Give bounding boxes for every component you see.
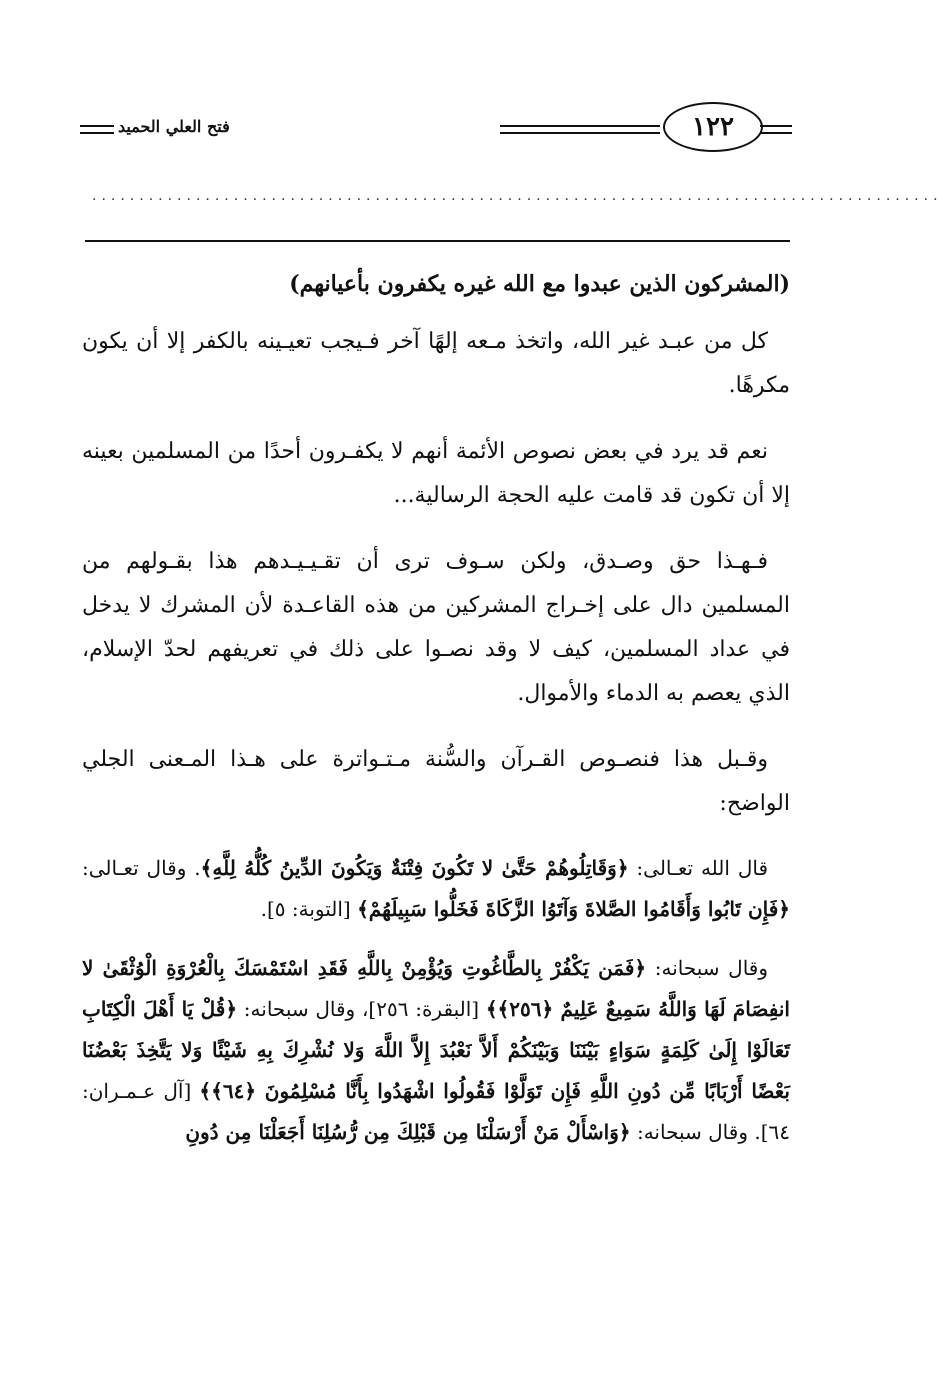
paragraph-6-intro: وقال سبحانه: <box>646 956 769 980</box>
quran-verse: ﴿قُلْ يَا أَهْلَ الْكِتَابِ تَعَالَوْا إِلَىٰ كَلِمَةٍ سَوَاءٍ بَيْنَنَا وَبَيْنَكُمْ أَلاَّ نَعْبُدَ إِلاَّ اللَّهَ وَلا نُشْرِكَ بِهِ شَيْئًا وَلا يَتَّخِذَ بَعْضُنَا بَعْضًا أَرْبَابًا مِّن دُونِ اللَّهِ فَإِن تَوَلَّوْا فَقُولُوا اشْهَدُوا بِأَنَّا مُسْلِمُونَ ﴿٦٤﴾﴾ <box>82 997 790 1103</box>
paragraph-6 <box>82 948 790 1153</box>
verse-reference: [آل عـمـران: ٦٤]. وقال سبحانه: <box>82 1079 790 1144</box>
paragraph-4: وقـبل هذا فنصـوص القـرآن والسُّنة مـتـواترة على هـذا المـعنى الجلي الواضح: <box>82 747 790 816</box>
page-number-badge <box>663 102 763 152</box>
verse-reference: [البقرة: ٢٥٦]، وقال سبحانه: <box>237 997 486 1021</box>
paragraph-5-mid: . وقال تعـالى: <box>82 856 201 880</box>
verse-reference: [التوبة: ٥]. <box>260 897 358 921</box>
main-text <box>82 262 790 1171</box>
title-double-rule <box>80 125 114 134</box>
book-title: فتح العلي الحميد <box>118 117 230 136</box>
quran-verse: ﴿فَإِن تَابُوا وَأَقَامُوا الصَّلاةَ وَآتَوُا الزَّكَاةَ فَخَلُّوا سَبِيلَهُمْ﴾ <box>357 897 790 921</box>
paragraph-5-intro: قال الله تعـالى: <box>628 856 769 880</box>
paragraph-5 <box>82 848 790 930</box>
horizontal-rule <box>85 240 790 242</box>
section-heading: (المشركون الذين عبدوا مع الله غيره يكفرون بأعيانهم) <box>289 271 790 297</box>
dotted-separator: .......................................................................................... <box>92 188 943 204</box>
quran-verse: ﴿فَمَن يَكْفُرْ بِالطَّاغُوتِ وَيُؤْمِنْ بِاللَّهِ فَقَدِ اسْتَمْسَكَ بِالْعُرْوَةِ الْوُثْقَىٰ لا انفِصَامَ لَهَا وَاللَّهُ سَمِيعٌ عَلِيمٌ ﴿٢٥٦﴾﴾ <box>82 956 790 1021</box>
paragraph-2: نعم قد يرد في بعض نصوص الأئمة أنهم لا يكفـرون أحدًا من المسلمين بعينه إلا أن تكون قد قامت عليه الحجة الرسالية... <box>82 439 790 508</box>
paragraph-3: فـهـذا حق وصـدق، ولكن سـوف ترى أن تقـيـيـدهم هذا بقـولهم من المسلمين دال على إخـراج المشركين من هذه القاعـدة لأن المشرك لا يدخل في عداد المسلمين، كيف لا وقد نصـوا على ذلك في تعريفهم لحدّ الإسلام، الذي يعصم به الدماء والأموال. <box>82 549 790 706</box>
page-header <box>0 95 879 165</box>
page-number-rule-right <box>760 125 792 134</box>
page-number: ١٢٢ <box>692 112 734 142</box>
quran-verse: ﴿وَاسْأَلْ مَنْ أَرْسَلْنَا مِن قَبْلِكَ مِن رُّسُلِنَا أَجَعَلْنَا مِن دُونِ <box>185 1120 631 1144</box>
paragraph-1: كل من عبـد غير الله، واتخذ مـعه إلهًا آخر فـيجب تعيـينه بالكفر إلا أن يكون مكرهًا. <box>82 329 790 398</box>
quran-verse: ﴿وَقَاتِلُوهُمْ حَتَّىٰ لا تَكُونَ فِتْنَةٌ وَيَكُونَ الدِّينُ كُلُّهُ لِلَّهِ﴾ <box>200 856 629 880</box>
page-number-rule-left <box>500 125 660 134</box>
